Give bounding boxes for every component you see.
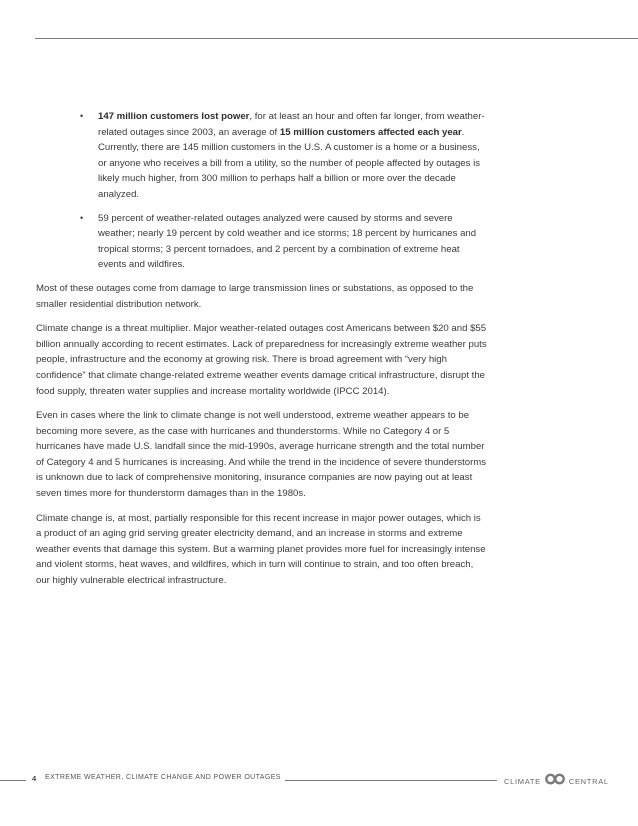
bullet-1-bold-1: 147 million customers lost power <box>98 111 250 122</box>
logo-text-left: CLIMATE <box>504 776 541 786</box>
bullet-item-causes <box>36 211 488 273</box>
bullet-2-text: 59 percent of weather-related outages analyzed were caused by storms and severe weather; nearly 19 percent by cold weather and ice storms; 18 percent by hurricanes and tropical storms; 3 percent tornadoes, and 2 percent by a combination of extreme heat events and wildfires. <box>98 212 477 271</box>
bullet-1-text-1: , for at least an hour and often far longer, from weather-related outages since 2003, an average of <box>98 111 485 138</box>
bullet-1-bold-2: 15 million customers affected each year <box>279 126 462 138</box>
logo-text-right: CENTRAL <box>568 776 609 786</box>
page-number: 4 <box>32 774 37 783</box>
paragraph-threat-multiplier: Climate change is a threat multiplier. Major weather-related outages cost Americans between $20 and $55 billion annually according to recent estimates. Lack of preparedness for increasingly extreme weather puts people, infrastructure and the economy at growing risk. There is broad agreement with “very high confidence” that climate change-related extreme weather events damage critical infrastructure, disrupt the food supply, threaten water supplies and increase mortality worldwide (IPCC 2014). <box>36 323 487 397</box>
bullet-1-text-2: . Currently, there are 145 million customers in the U.S. A customer is a home or a business, or anyone who receives a bill from a utility, so the number of people affected by outages is likely much higher, from 300 million to perhaps half a billion or more over the decade analyzed. <box>98 126 481 200</box>
paragraph-transmission: Most of these outages come from damage to large transmission lines or substations, as opposed to the smaller residential distribution network. <box>36 282 474 310</box>
paragraph-severity: Even in cases where the link to climate change is not well understood, extreme weather appears to be becoming more severe, as the case with hurricanes and thunderstorms. While no Category 4 or 5 hurricanes have made U.S. landfall since the mid-1990s, average hurricane strength and the total number of Category 4 and 5 hurricanes is increasing. And while the trend in the incidence of severe thunderstorms is unknown due to lack of comprehensive monitoring, insurance companies are now paying out at least seven times more for thunderstorm damages than in the 1980s. <box>36 410 487 500</box>
climate-central-logo <box>504 773 609 789</box>
footer-title: EXTREME WEATHER, CLIMATE CHANGE AND POWER OUTAGES <box>45 774 281 781</box>
bullet-list <box>36 109 488 273</box>
footer-rule-right <box>285 780 497 781</box>
document-body <box>36 109 488 598</box>
bullet-marker: • <box>80 212 84 223</box>
footer-rule-left <box>0 780 26 781</box>
bullet-marker: • <box>80 111 84 121</box>
paragraph-responsibility: Climate change is, at most, partially responsible for this recent increase in major power outages, which is a product of an aging grid serving greater electricity demand, and an increase in storms and extreme weather events that damage this system. But a warming planet provides more fuel for increasingly intense and violent storms, heat waves, and wildfires, which in turn will continue to strain, and too often breach, our highly vulnerable electrical infrastructure. <box>36 512 486 587</box>
bullet-item-customers <box>36 109 488 203</box>
header-rule <box>35 38 638 39</box>
page-footer <box>0 773 638 789</box>
infinity-logo-icon <box>544 772 566 790</box>
